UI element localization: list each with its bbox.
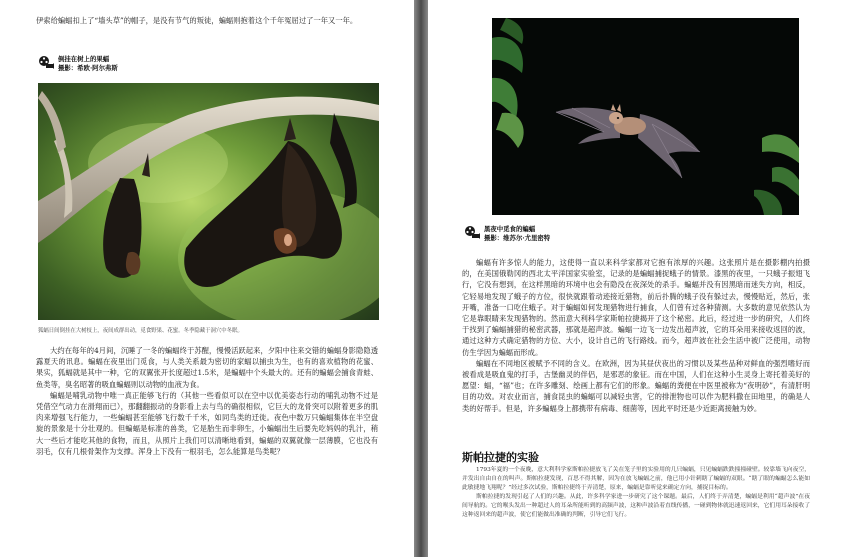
section-body <box>462 466 810 520</box>
right-page <box>428 0 845 557</box>
photo-caption-left <box>38 55 118 72</box>
photo-caption-right <box>464 225 550 242</box>
left-page <box>0 0 414 557</box>
paragraph: 蝙蝠在不同地区被赋予不同的含义。在欧洲，因为其昼伏夜出的习惯以及某些品种对鲜血的强烈嗜好而被看成是吸血鬼的打手，古堡幽灵的伴侣，是邪恶的象征。而在中国，人们在这种小生灵身上寄托着美好的愿望：蝠，“福”也；在许多雕刻、绘画上都有它们的形象。蝙蝠的粪便在中医里被称为“夜明砂”，有清肝明目的功效。对农业而言，捕食昆虫的蝙蝠可以减轻虫害，它的排泄物也可以作为肥料撒在田地里，的确是人类的好帮手。但是，许多蝙蝠身上都携带有病毒、细菌等，因此平时还是少近距离接触为妙。 <box>462 358 810 413</box>
paragraph: 大约在每年的4月间，沉睡了一冬的蝙蝠终于苏醒，慢慢活跃起来，夕阳中往来交错的蝙蝠身影隐隐透露夏天的讯息。蝙蝠在夜里出门觅食，与人类关系最为密切的家蝠以捕虫为生，也有的喜欢植物的花蜜、果实，狐蝠就是其中一种，它的双翼张开长度超过1.5米，是蝙蝠中个头最大的。还有的蝙蝠会捕食青蛙、鱼类等，臭名昭著的吸血蝙蝠则以动物的血液为食。 <box>36 346 378 389</box>
section-title: 斯帕拉捷的实验 <box>462 451 539 464</box>
photo-caption-title: 黑夜中觅食的蝙蝠 <box>484 225 536 233</box>
paragraph: 斯帕拉捷的发现引起了人们的兴趣。从此，许多科学家进一步研究了这个课题。最后，人们终于弄清楚，蝙蝠是利用“超声波”在夜间导航的。它的喉头发出一种超过人的耳朵所能听到的高频声波，这种声波沿着直线传播，一碰到物体就迅速返回来，它们用耳朵接收了这种返回来的超声波，使它们能做出准确的判断，引导它们飞行。 <box>462 494 810 518</box>
left-body-text <box>36 345 378 457</box>
film-reel-icon <box>38 55 54 69</box>
intro-text: 伊索给蝙蝠扣上了“墙头草”的帽子，是没有节气的叛徒，蝙蝠则抱着这个千年冤屈过了一年又一年。 <box>36 16 358 25</box>
paragraph: 1793年夏的一个夜晚，意大利科学家斯帕拉捷放飞了关在笼子里的实验用的几只蝙蝠，只见蝙蝠跌跌撞撞碰壁。较靠墙飞向夜空，并发出自由自在的叫声。斯帕拉捷发现，百思不得其解，因为在放飞蝙蝠之前，他已用小针刺瞎了蝙蝠的双眼。“瞎了眼的蝙蝠怎么能如此敏捷地飞翔呢？”经过多次试验，斯帕拉捷终于弄清楚，原来，蝙蝠是靠听觉来确定方向，捕捉目标的。 <box>462 467 810 491</box>
photo-caption-credit: 摄影：希欧·阿尔弗斯 <box>58 63 118 72</box>
book-gutter <box>414 0 428 557</box>
paragraph: 蝙蝠有许多惊人的能力，这使得一直以来科学家都对它抱有浓厚的兴趣。这张照片是在摄影棚内拍摄的，在美国俄勒冈的西北太平洋国家实验室，记录的是蝙蝠捕捉蛾子的情景。漆黑的夜里，一只蛾子振翅飞行，它没有想到，在这样黑暗的环境中也会有隐没在夜深处的杀手。蝙蝠并没有因黑暗而迷失方向，相反，它轻易地发现了蛾子的方位，很快就跟着动迹接近猎物，前后扑腾的蛾子没有躲过去，慢慢贴近，然后，张开嘴，准备一口吃住蛾子。对于蝙蝠如何发现猎物进行捕食，人们曾有过各种猜测。大多数的意见依然认为它是靠眼睛来发现猎物的。然而意大利科学家斯帕拉捷揭开了这个秘密。此后，经过进一步的研究，人们终于找到了蝙蝠捕猎的秘密武器，那就是超声波。蝙蝠一边飞一边发出超声波，它的耳朵用来接收返回的波，通过这种方式确定猎物的方位、大小，设计自己的飞行路线。而今，超声波在社会生活中被广泛使用，动物仿生学因为蝙蝠而形成。 <box>462 258 810 357</box>
flying-bat-photo <box>492 18 799 215</box>
hanging-bats-photo <box>38 83 379 320</box>
paragraph: 蝙蝠是哺乳动物中唯一真正能够飞行的（其他一些看似可以在空中以优美姿态行动的哺乳动物不过是凭借空气动力在滑翔而已），那翻翻振动的身影看上去与鸟的确很相似，它巨大的龙骨突可以附着更多的肌肉来增强飞行能力，一些蝙蝠甚至能够飞行数千千米，如同鸟类的迁徙。夜色中数万只蝙蝠集体在半空盘旋的景象是十分壮观的。但蝙蝠是标准的兽类，它是胎生而非卵生，小蝙蝠出生后要先吃妈妈的乳汁，稍大一些后才能吃其他的食物，而且，从照片上我们可以清晰地看到，蝙蝠的双翼就像一层薄膜，它也没有羽毛，仅有几根骨架作为支撑。浑身上下没有一根羽毛，怎么能算是鸟类呢？ <box>36 390 378 456</box>
film-reel-icon <box>464 225 480 239</box>
photo-small-caption: 狐蝠日间倒挂在大树枝上，夜间成群出动，觅食野果、花蜜。冬季隐藏于洞穴中冬眠。 <box>38 328 243 334</box>
photo-caption-credit: 摄影：维苏尔·尤里密特 <box>484 233 551 242</box>
photo-caption-title: 倒挂在树上的果蝠 <box>58 55 110 63</box>
right-body-text <box>462 257 810 414</box>
